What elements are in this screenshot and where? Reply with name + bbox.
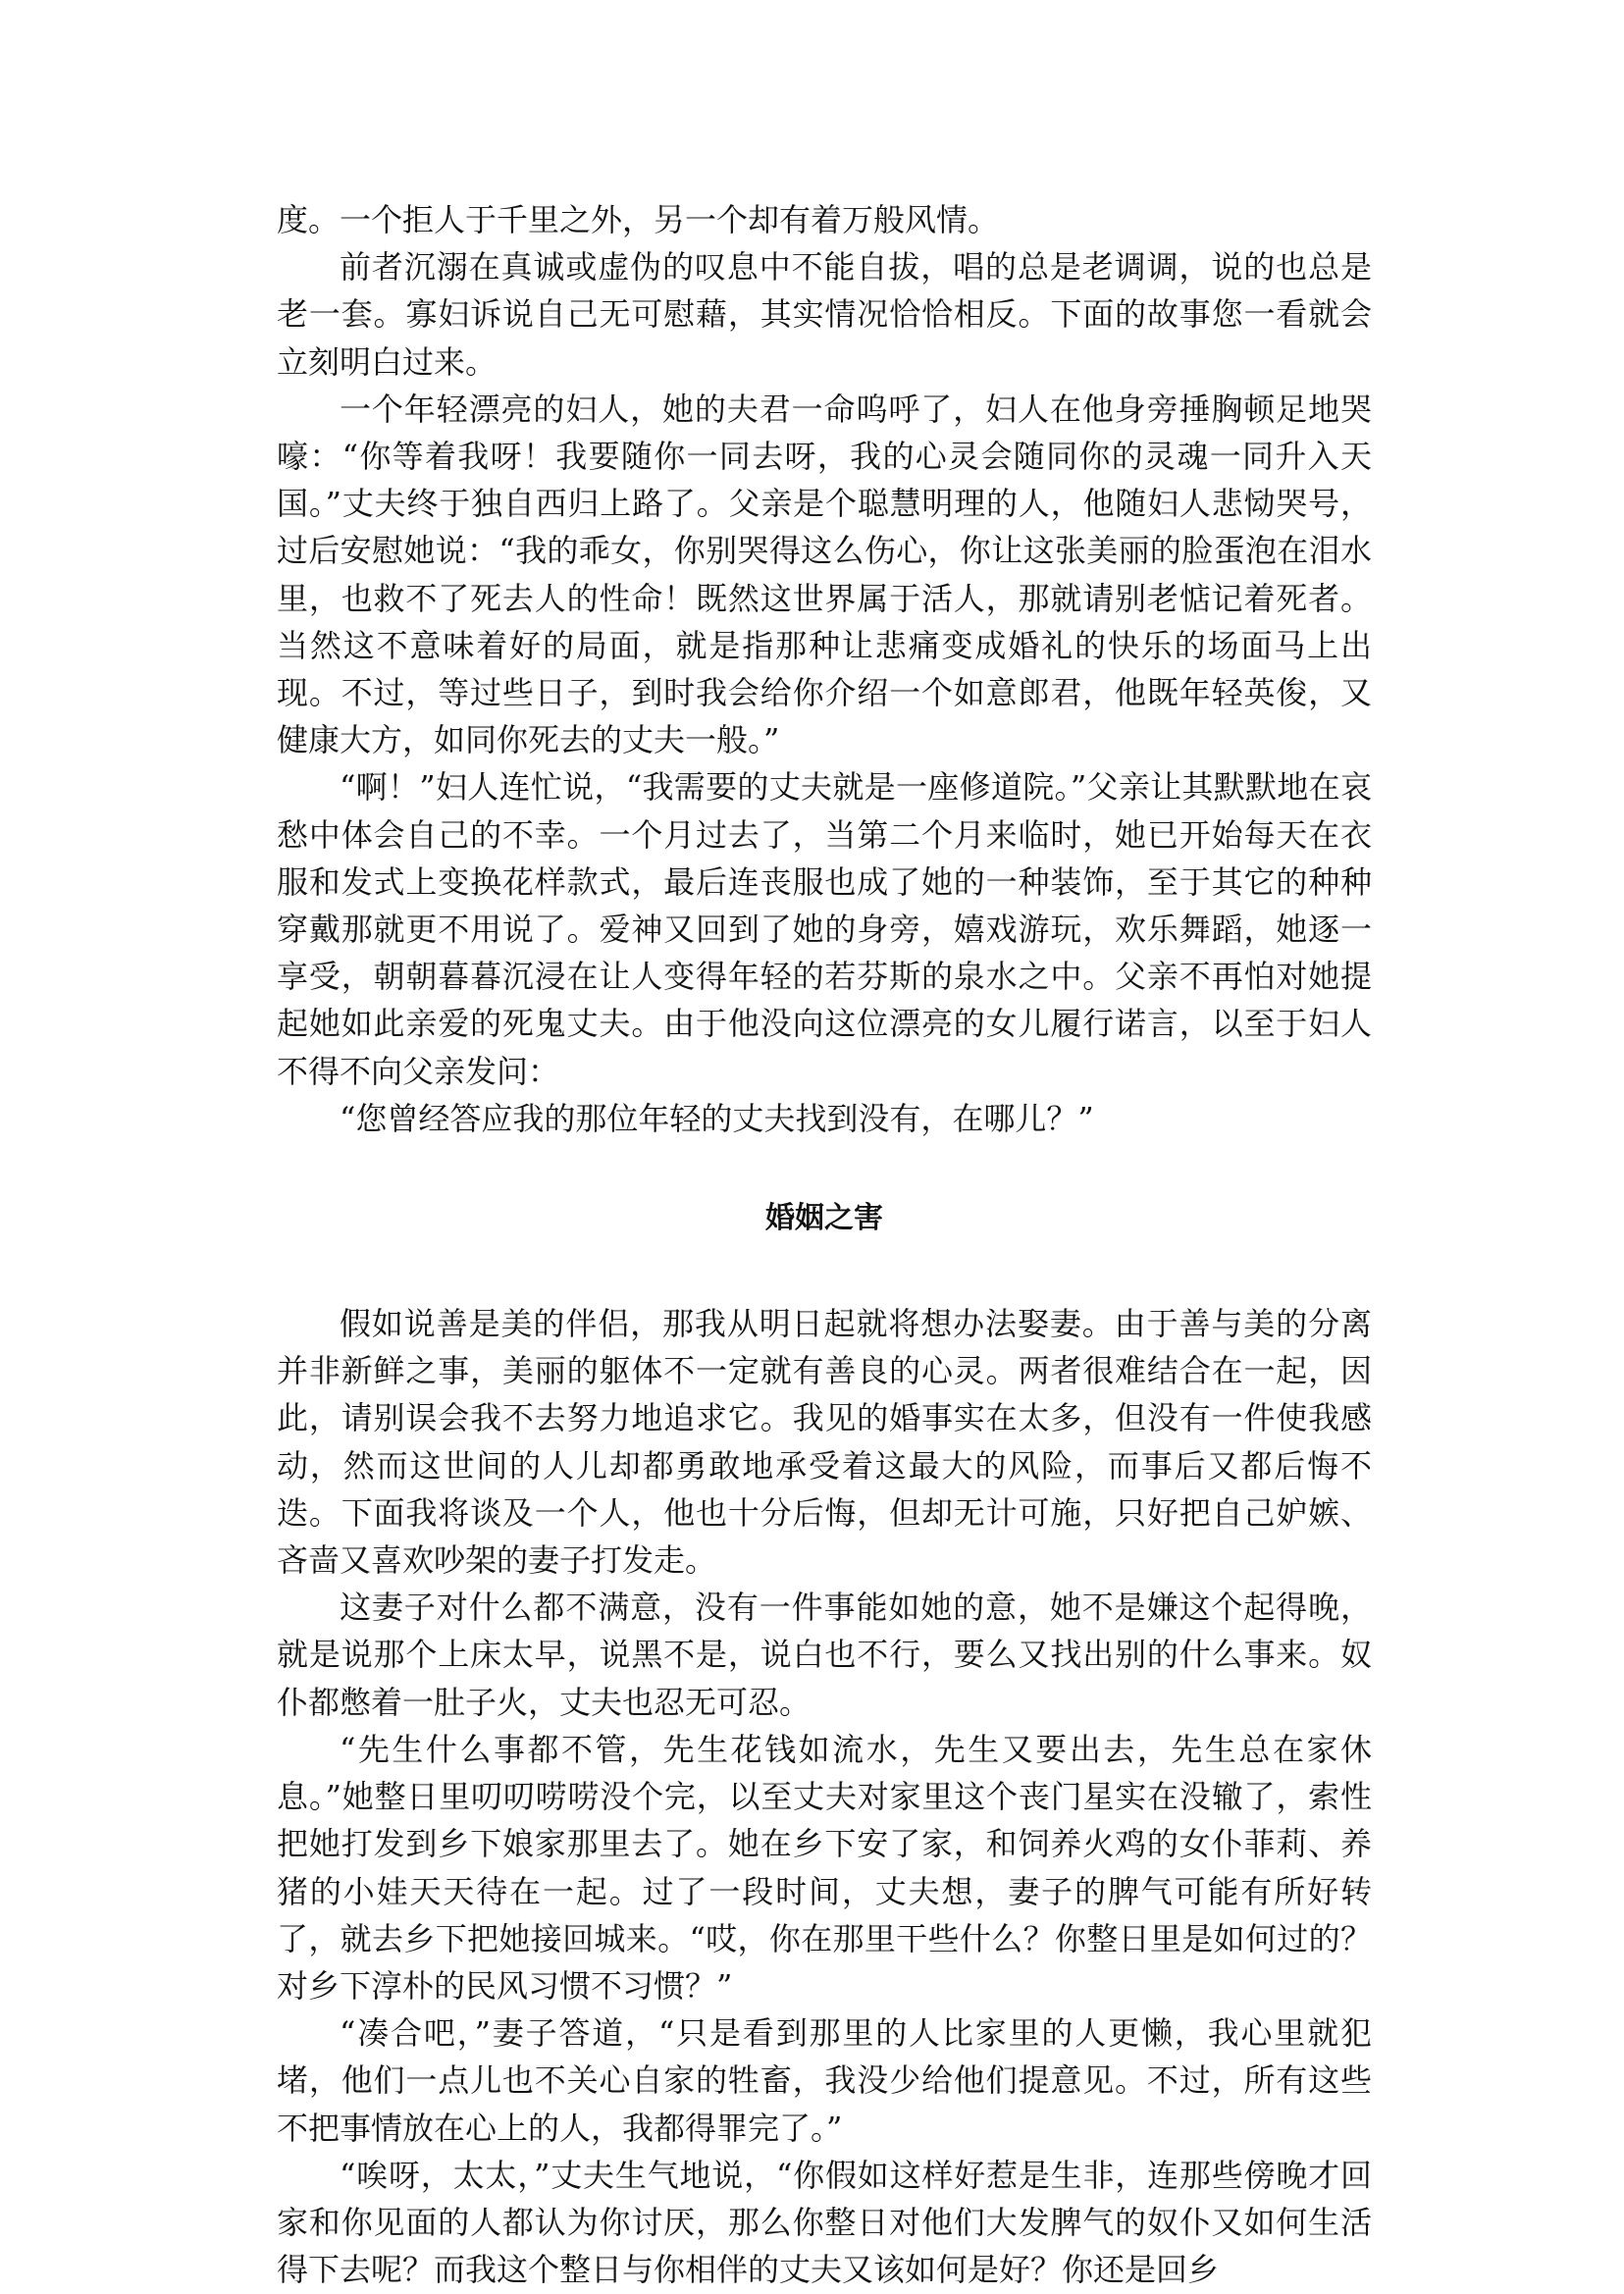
paragraph: 前者沉溺在真诚或虚伪的叹息中不能自拔，唱的总是老调调，说的也总是老一套。寡妇诉说自己无可慰藉，其实情况恰恰相反。下面的故事您一看就会立刻明白过来。 [277, 248, 1372, 381]
paragraph: 一个年轻漂亮的妇人，她的夫君一命呜呼了，妇人在他身旁捶胸顿足地哭嚎：“你等着我呀！我要随你一同去呀，我的心灵会随同你的灵魂一同升入天国。”丈夫终于独自西归上路了。父亲是个聪慧明理的人，他随妇人悲恸哭号，过后安慰她说：“我的乖女，你别哭得这么伤心，你让这张美丽的脸蛋泡在泪水里，也救不了死去人的性命！既然这世界属于活人，那就请别老惦记着死者。当然这不意味着好的局面，就是指那种让悲痛变成婚礼的快乐的场面马上出现。不过，等过些日子，到时我会给你介绍一个如意郎君，他既年轻英俊，又健康大方，如同你死去的丈夫一般。” [277, 390, 1372, 759]
paragraph: “先生什么事都不管，先生花钱如流水，先生又要出去，先生总在家休息。”她整日里叨叨唠唠没个完，以至丈夫对家里这个丧门星实在没辙了，索性把她打发到乡下娘家那里去了。她在乡下安了家，和饲养火鸡的女仆菲莉、养猪的小娃天天待在一起。过了一段时间，丈夫想，妻子的脾气可能有所好转了，就去乡下把她接回城来。“哎，你在那里干些什么？你整日里是如何过的？对乡下淳朴的民风习惯不习惯？” [277, 1730, 1372, 2005]
paragraph: 这妻子对什么都不满意，没有一件事能如她的意，她不是嫌这个起得晚，就是说那个上床太早，说黑不是，说白也不行，要么又找出别的什么事来。奴仆都憋着一肚子火，丈夫也忍无可忍。 [277, 1589, 1372, 1721]
paragraph-continuation: 度。一个拒人于千里之外，另一个却有着万般风情。 [277, 201, 1000, 238]
chapter-title: 婚姻之害 [765, 1201, 883, 1236]
paragraph: 假如说善是美的伴侣，那我从明日起就将想办法娶妻。由于善与美的分离并非新鲜之事，美丽的躯体不一定就有善良的心灵。两者很难结合在一起，因此，请别误会我不去努力地追求它。我见的婚事实在太多，但没有一件使我感动，然而这世间的人儿却都勇敢地承受着这最大的风险，而事后又都后悔不迭。下面我将谈及一个人，他也十分后悔，但却无计可施，只好把自己妒嫉、吝啬又喜欢吵架的妻子打发走。 [277, 1305, 1372, 1580]
document-page [277, 196, 1372, 2293]
paragraph: “唉呀，太太，”丈夫生气地说，“你假如这样好惹是生非，连那些傍晚才回家和你见面的人都认为你讨厌，那么你整日对他们大发脾气的奴仆又如何生活得下去呢？而我这个整日与你相伴的丈夫又该如何是好？你还是回乡 [277, 2156, 1372, 2289]
paragraph: “您曾经答应我的那位年轻的丈夫找到没有，在哪儿？” [340, 1099, 1094, 1137]
paragraph: “啊！”妇人连忙说，“我需要的丈夫就是一座修道院。”父亲让其默默地在哀愁中体会自己的不幸。一个月过去了，当第二个月来临时，她已开始每天在衣服和发式上变换花样款式，最后连丧服也成了她的一种装饰，至于其它的种种穿戴那就更不用说了。爱神又回到了她的身旁，嬉戏游玩，欢乐舞蹈，她逐一享受，朝朝暮暮沉浸在让人变得年轻的若芬斯的泉水之中。父亲不再怕对她提起她如此亲爱的死鬼丈夫。由于他没向这位漂亮的女儿履行诺言，以至于妇人不得不向父亲发问： [277, 768, 1372, 1090]
paragraph: “凑合吧，”妻子答道，“只是看到那里的人比家里的人更懒，我心里就犯堵，他们一点儿也不关心自家的牲畜，我没少给他们提意见。不过，所有这些不把事情放在心上的人，我都得罪完了。” [277, 2014, 1372, 2147]
